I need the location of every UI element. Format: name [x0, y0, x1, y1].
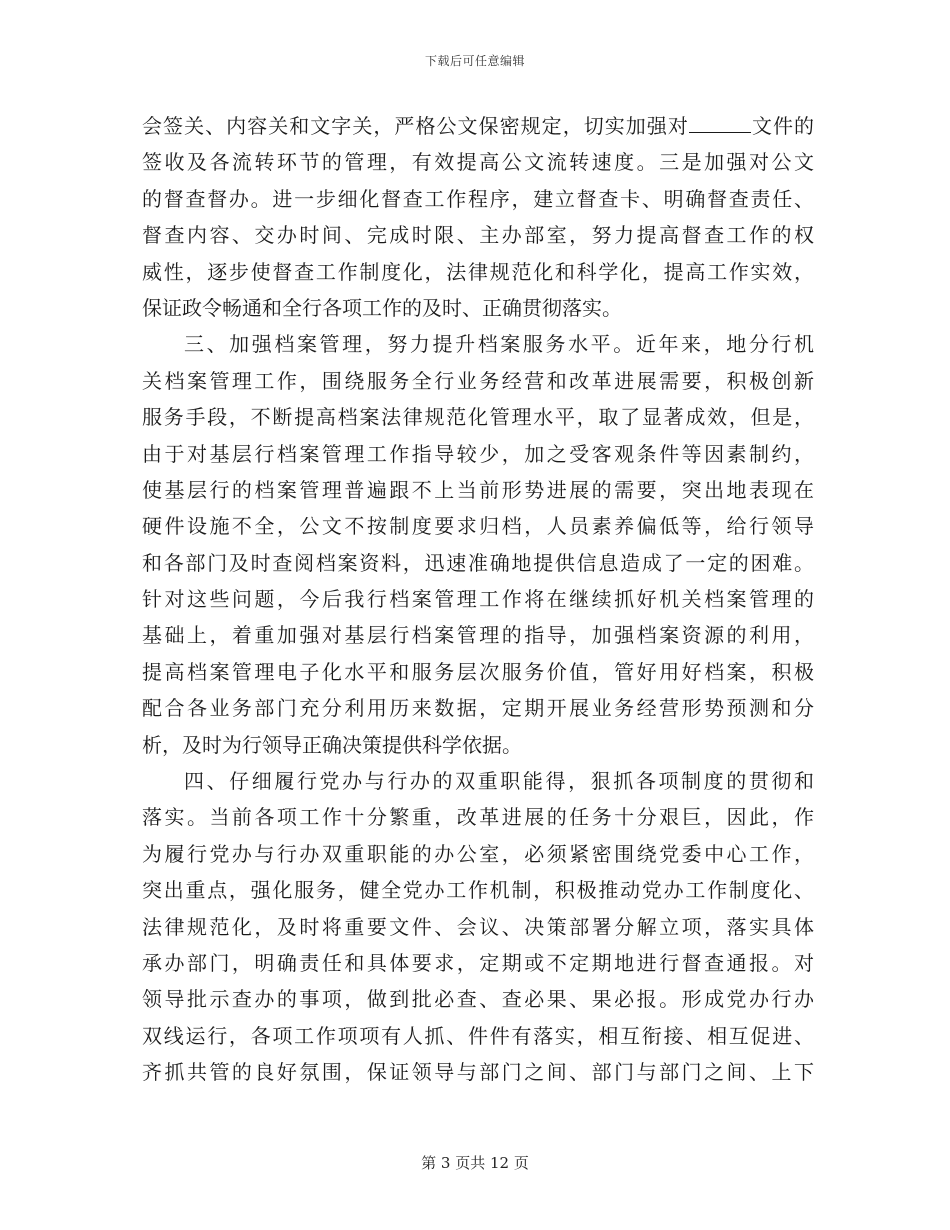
line-text: 落实。当前各项工作十分繁重，改革进展的任务十分艰巨，因此，作	[142, 805, 814, 830]
line-text: 签收及各流转环节的管理，有效提高公文流转速度。三是加强对公文	[142, 150, 814, 175]
text-line	[142, 617, 814, 653]
text-line	[142, 399, 814, 435]
text-line	[142, 363, 814, 399]
text-line	[142, 254, 814, 290]
line-text: 威性，逐步使督查工作制度化，法律规范化和科学化，提高工作实效，	[142, 259, 814, 284]
text-line	[142, 1018, 814, 1054]
fill-in-blank	[689, 112, 751, 133]
text-line	[142, 144, 814, 180]
text-line	[142, 1054, 814, 1090]
line-text: 使基层行的档案管理普遍跟不上当前形势进展的需要，突出地表现在	[142, 477, 814, 502]
line-text: 三、加强档案管理，努力提升档案服务水平。近年来，地分行机	[184, 332, 814, 357]
text-line	[142, 436, 814, 472]
text-line	[142, 545, 814, 581]
text-line	[142, 945, 814, 981]
page-number: 第 3 页共 12 页	[421, 1154, 529, 1172]
line-text: 针对这些问题，今后我行档案管理工作将在继续抓好机关档案管理的	[142, 587, 814, 612]
text-line	[142, 290, 814, 326]
text-line	[142, 654, 814, 690]
text-line	[142, 217, 814, 253]
text-line	[142, 799, 814, 835]
text-line	[142, 981, 814, 1017]
line-text: 配合各业务部门充分利用历来数据，定期开展业务经营形势预测和分	[142, 696, 814, 721]
line-text: 和各部门及时查阅档案资料，迅速准确地提供信息造成了一定的困难。	[142, 550, 814, 575]
page-header: 下载后可任意编辑	[424, 54, 525, 68]
line-text: 硬件设施不全，公文不按制度要求归档，人员素养偏低等，给行领导	[142, 514, 814, 539]
line-text: 会签关、内容关和文字关，严格公文保密规定，切实加强对	[142, 114, 689, 138]
line-text: 领导批示查办的事项，做到批必查、查必果、果必报。形成党办行办	[142, 987, 814, 1012]
paragraph-first-line	[142, 763, 814, 799]
text-line	[142, 690, 814, 726]
text-line	[142, 836, 814, 872]
text-line	[142, 181, 814, 217]
line-text: 齐抓共管的良好氛围，保证领导与部门之间、部门与部门之间、上下	[142, 1060, 814, 1085]
line-text: 关档案管理工作，围绕服务全行业务经营和改革进展需要，积极创新	[142, 368, 814, 393]
line-text: 析，及时为行领导正确决策提供科学依据。	[142, 732, 522, 757]
line-text: 保证政令畅通和全行各项工作的及时、正确贯彻落实。	[142, 295, 622, 320]
line-text: 督查内容、交办时间、完成时限、主办部室，努力提高督查工作的权	[142, 223, 814, 248]
line-text: 基础上，着重加强对基层行档案管理的指导，加强档案资源的利用，	[142, 623, 814, 648]
line-text: 的督查督办。进一步细化督查工作程序，建立督查卡、明确督查责任、	[142, 186, 814, 211]
paragraph-first-line	[142, 326, 814, 362]
text-line	[142, 108, 814, 144]
line-text: 承办部门，明确责任和具体要求，定期或不定期地进行督查通报。对	[142, 950, 814, 975]
text-line	[142, 581, 814, 617]
line-text-tail: 文件的	[750, 114, 815, 138]
line-text: 双线运行，各项工作项项有人抓、件件有落实，相互衔接、相互促进、	[142, 1023, 814, 1048]
line-text: 服务手段，不断提高档案法律规范化管理水平，取了显著成效，但是，	[142, 405, 814, 430]
document-body	[142, 108, 814, 1091]
text-line	[142, 872, 814, 908]
line-text: 为履行党办与行办双重职能的办公室，必须紧密围绕党委中心工作，	[142, 841, 814, 866]
line-text: 法律规范化，及时将重要文件、会议、决策部署分解立项，落实具体	[142, 914, 814, 939]
text-line	[142, 472, 814, 508]
text-line	[142, 909, 814, 945]
line-text: 突出重点，强化服务，健全党办工作机制，积极推动党办工作制度化、	[142, 878, 814, 903]
text-line	[142, 508, 814, 544]
line-text: 提高档案管理电子化水平和服务层次服务价值，管好用好档案，积极	[142, 659, 814, 684]
text-line	[142, 727, 814, 763]
line-text: 由于对基层行档案管理工作指导较少，加之受客观条件等因素制约，	[142, 441, 814, 466]
line-text: 四、仔细履行党办与行办的双重职能得，狠抓各项制度的贯彻和	[184, 769, 814, 794]
